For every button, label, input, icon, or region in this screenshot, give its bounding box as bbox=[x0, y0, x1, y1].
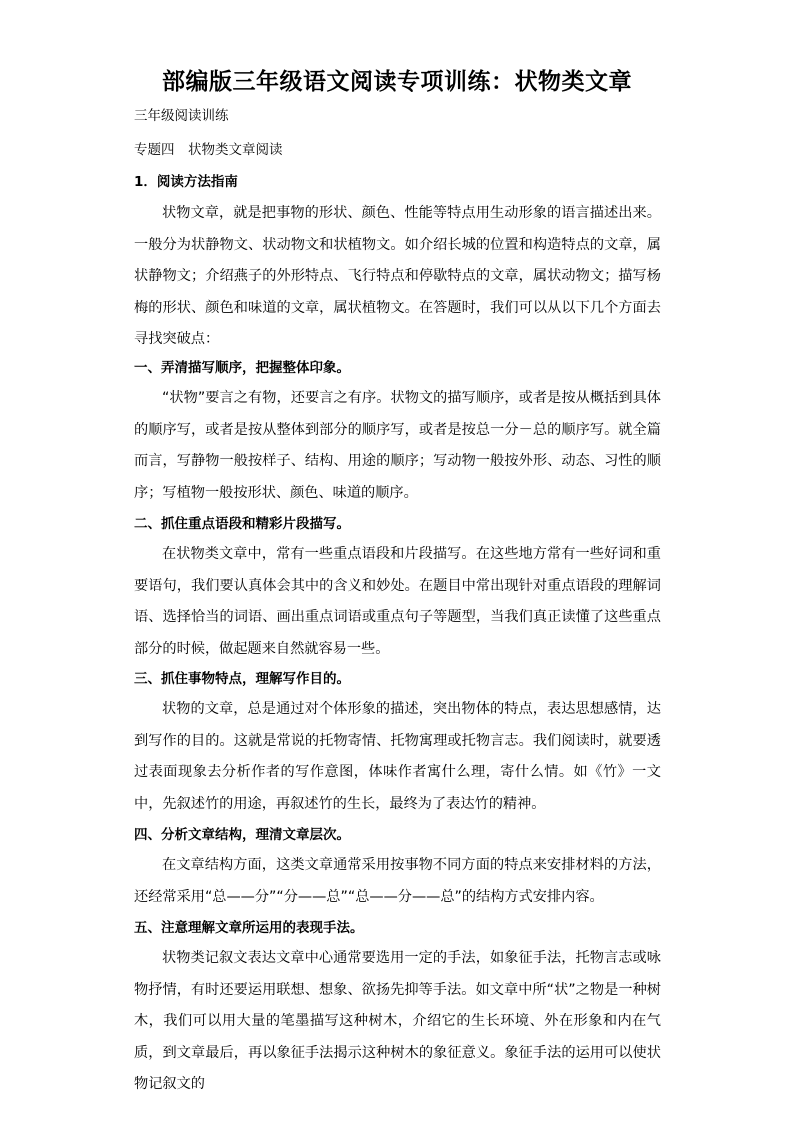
point-body-5: 状物类记叙文表达文章中心通常要选用一定的手法，如象征手法，托物言志或咏物抒情，有时还要运用联想、想象、欲扬先抑等手法。如文章中所“状”之物是一种树木，我们可以用大量的笔墨描写这种树木，介绍它的生长环境、外在形象和内在气质，到文章最后，再以象征手法揭示这种树木的象征意义。象征手法的运用可以使状物记叙文的 bbox=[134, 950, 661, 1093]
point-body-2: 在状物类文章中，常有一些重点语段和片段描写。在这些地方常有一些好词和重要语句，我们要认真体会其中的含义和妙处。在题目中常出现针对重点语段的理解词语、选择恰当的词语、画出重点词语或重点句子等题型，当我们真正读懂了这些重点部分的时候，做起题来自然就容易一些。 bbox=[134, 546, 661, 657]
subtitle-topic: 专题四 状物类文章阅读 bbox=[134, 142, 283, 158]
point-body-1: “状物”要言之有物，还要言之有序。状物文的描写顺序，或者是按从概括到具体的顺序写，或者是按从整体到部分的顺序写，或者是按总一分－总的顺序写。就全篇而言，写静物一般按样子、结构、用途的顺序；写动物一般按外形、动态、习性的顺序；写植物一般按形状、颜色、味道的顺序。 bbox=[134, 390, 661, 501]
point-heading-2: 二、抓住重点语段和精彩片段描写。 bbox=[134, 516, 350, 532]
intro-paragraph: 状物文章，就是把事物的形状、颜色、性能等特点用生动形象的语言描述出来。一般分为状静物文、状动物文和状植物文。如介绍长城的位置和构造特点的文章，属状静物文；介绍燕子的外形特点、飞行特点和停歇特点的文章，属状动物文；描写杨梅的形状、颜色和味道的文章，属状植物文。在答题时，我们可以从以下几个方面去寻找突破点： bbox=[134, 205, 661, 348]
page-title: 部编版三年级语文阅读专项训练：状物类文章 bbox=[162, 68, 632, 95]
point-heading-1: 一、弄清描写顺序，把握整体印象。 bbox=[134, 360, 350, 376]
section-heading-guide: 1．阅读方法指南 bbox=[134, 174, 238, 190]
point-heading-4: 四、分析文章结构，理清文章层次。 bbox=[134, 827, 350, 843]
point-heading-3: 三、抓住事物特点，理解写作目的。 bbox=[134, 671, 350, 687]
point-body-4: 在文章结构方面，这类文章通常采用按事物不同方面的特点来安排材料的方法，还经常采用“总——分”“分——总”“总——分——总”的结构方式安排内容。 bbox=[134, 857, 661, 905]
point-body-3: 状物的文章，总是通过对个体形象的描述，突出物体的特点，表达思想感情，达到写作的目的。这就是常说的托物寄情、托物寓理或托物言志。我们阅读时，就要透过表面现象去分析作者的写作意图，体味作者寓什么理，寄什么情。如《竹》一文中，先叙述竹的用途，再叙述竹的生长，最终为了表达竹的精神。 bbox=[134, 701, 661, 812]
subtitle-grade: 三年级阅读训练 bbox=[134, 108, 229, 124]
point-heading-5: 五、注意理解文章所运用的表现手法。 bbox=[134, 920, 364, 936]
